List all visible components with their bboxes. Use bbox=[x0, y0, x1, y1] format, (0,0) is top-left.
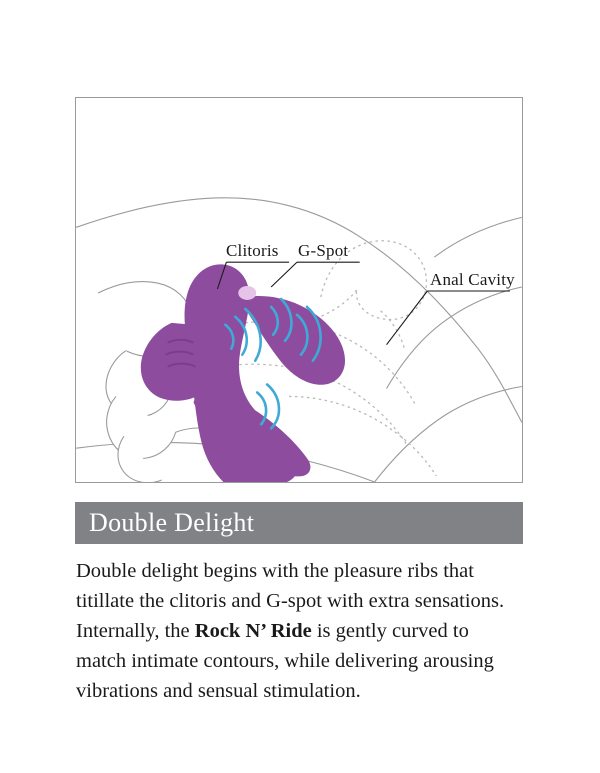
page-title: Double Delight bbox=[89, 508, 255, 537]
description-line-5: vibrations and sensual stimulation. bbox=[76, 680, 361, 702]
description-line-3-pre: Internally, the bbox=[76, 620, 195, 642]
callout-label-clitoris: Clitoris bbox=[226, 241, 279, 260]
anatomy-illustration-frame bbox=[75, 97, 523, 483]
gspot-highlight bbox=[238, 286, 256, 300]
footer-spacer bbox=[0, 767, 600, 773]
description-line-2: titillate the clitoris and G-spot with extra sensations. bbox=[76, 590, 505, 612]
anatomy-diagram bbox=[76, 98, 522, 482]
description-line-3-post: is gently curved to bbox=[311, 620, 469, 642]
callout-label-anal-cavity: Anal Cavity bbox=[430, 270, 515, 289]
description-line-3 bbox=[76, 616, 531, 646]
product-name: Rock N’ Ride bbox=[194, 620, 312, 642]
callout-label-gspot: G-Spot bbox=[298, 241, 349, 260]
section-title-bar bbox=[75, 502, 523, 544]
description-text bbox=[76, 556, 531, 706]
description-line-4: match intimate contours, while delivering arousing bbox=[76, 650, 494, 672]
description-line-1: Double delight begins with the pleasure ribs that bbox=[76, 560, 474, 582]
